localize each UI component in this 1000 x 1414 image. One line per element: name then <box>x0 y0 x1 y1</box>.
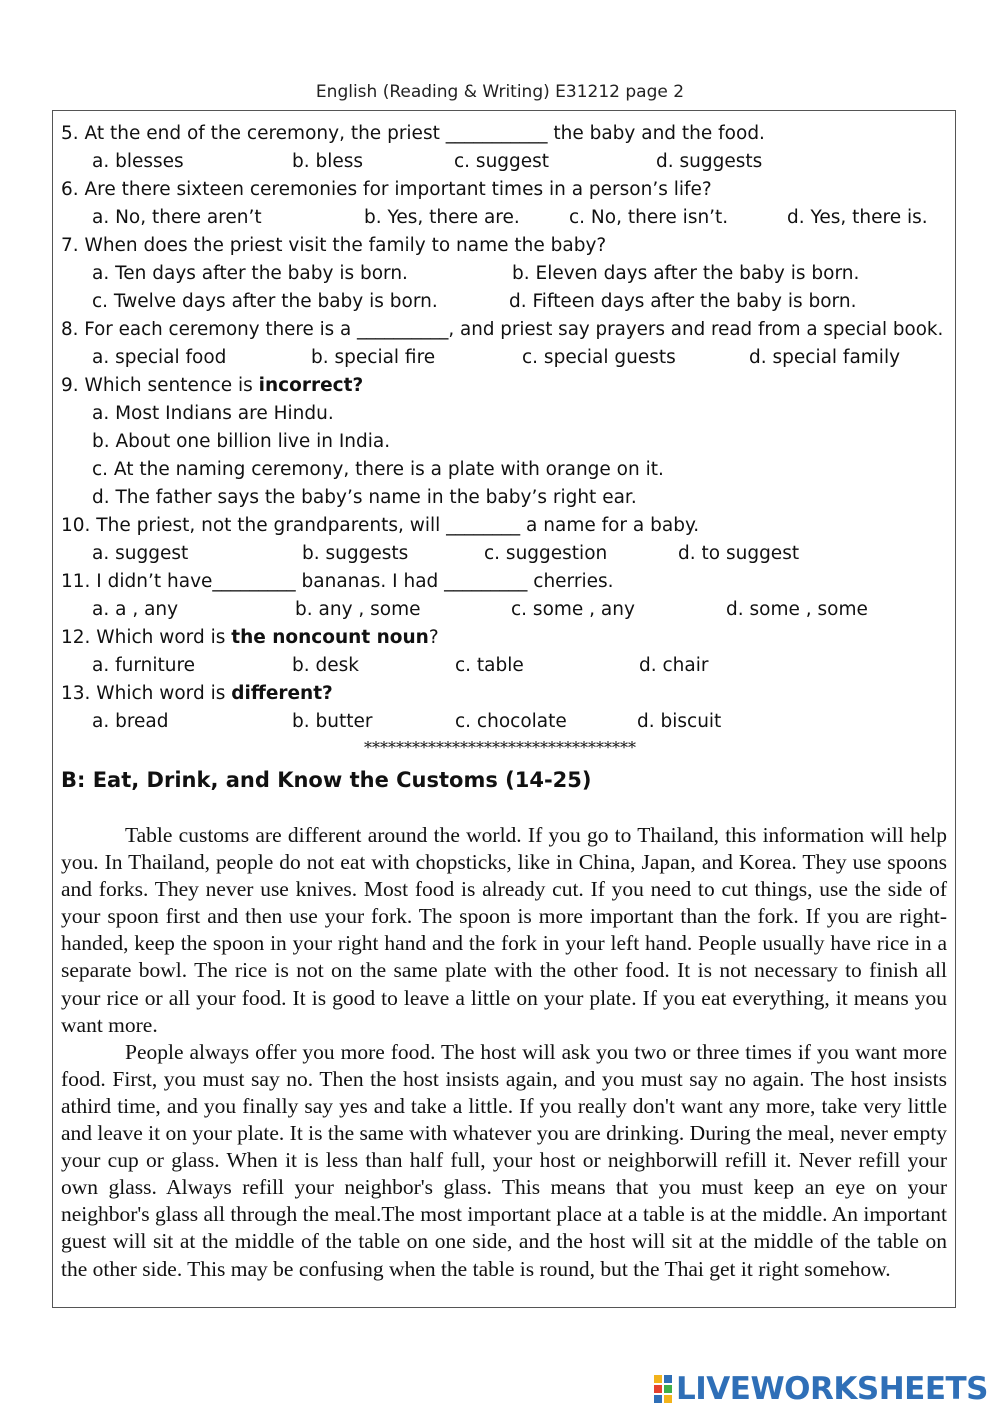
page-header: English (Reading & Writing) E31212 page 2 <box>315 82 685 102</box>
q13-option-d[interactable]: d. biscuit <box>637 711 722 732</box>
logo-blocks-icon <box>654 1375 672 1403</box>
q5-option-b[interactable]: b. bless <box>292 151 364 172</box>
q7-option-c[interactable]: c. Twelve days after the baby is born. <box>92 291 438 312</box>
question-8: 8. For each ceremony there is a __________, and priest say prayers and read from a special book. <box>61 319 944 340</box>
q12-option-c[interactable]: c. table <box>455 655 524 676</box>
passage-paragraph-1: Table customs are different around the world. If you go to Thailand, this information will help you. In Thailand, people do not eat with chopsticks, like in China, Japan, and Korea. They use spoons and forks. They never use knives. Most food is already cut. If you need to cut things, use the side of your spoon first and then use your fork. The spoon is more important than the fork. If you are right-handed, keep the spoon in your right hand and the fork in your left hand. People usually have rice in a separate bowl. The rice is not on the same plate with the other food. It is not necessary to finish all your rice or all your food. It is good to leave a little on your plate. If you eat everything, it means you want more. <box>61 823 947 1037</box>
question-10: 10. The priest, not the grandparents, will ________ a name for a baby. <box>61 515 700 536</box>
q12-option-d[interactable]: d. chair <box>639 655 709 676</box>
q6-option-a[interactable]: a. No, there aren’t <box>92 207 262 228</box>
q12-text: 12. Which word is <box>61 627 232 648</box>
q13-option-a[interactable]: a. bread <box>92 711 169 732</box>
section-separator: ********************************** <box>364 738 636 757</box>
logo-text: LIVEWORKSHEETS <box>676 1371 988 1407</box>
reading-passage <box>61 822 947 1283</box>
question-9 <box>61 375 363 397</box>
q13-text: 13. Which word is <box>61 683 232 704</box>
question-13 <box>61 683 333 705</box>
q6-option-b[interactable]: b. Yes, there are. <box>364 207 520 228</box>
q6-option-d[interactable]: d. Yes, there is. <box>787 207 928 228</box>
question-11: 11. I didn’t have_________ bananas. I had _________ cherries. <box>61 571 614 592</box>
q12-option-a[interactable]: a. furniture <box>92 655 196 676</box>
passage-paragraph-2: People always offer you more food. The host will ask you two or three times if you want more food. First, you must say no. Then the host insists again, and you must say no again. The host insists athird time, and you finally say yes and take a little. If you really don't want any more, take very little and leave it on your plate. It is the same with whatever you are drinking. During the meal, never empty your cup or glass. When it is less than half full, your host or neighborwill refill it. Never refill your own glass. Always refill your neighbor's glass. This means that you must keep an eye on your neighbor's glass all through the meal.The most important place at a table is at the middle. An important guest will sit at the middle of the table on one side, and the host will sit at the middle of the table on the other side. This may be confusing when the table is round, but the Thai get it right somehow. <box>61 1039 948 1281</box>
q7-option-b[interactable]: b. Eleven days after the baby is born. <box>512 263 860 284</box>
q10-option-d[interactable]: d. to suggest <box>678 543 800 564</box>
q10-option-c[interactable]: c. suggestion <box>484 543 608 564</box>
q12-option-b[interactable]: b. desk <box>292 655 359 676</box>
q10-option-a[interactable]: a. suggest <box>92 543 189 564</box>
question-12 <box>61 627 439 649</box>
q12-text-end: ? <box>428 627 439 648</box>
q13-emphasis: different? <box>231 683 333 704</box>
q5-option-c[interactable]: c. suggest <box>454 151 550 172</box>
q5-option-d[interactable]: d. suggests <box>656 151 763 172</box>
q9-text: 9. Which sentence is <box>61 375 259 396</box>
q11-option-b[interactable]: b. any , some <box>295 599 421 620</box>
question-7: 7. When does the priest visit the family to name the baby? <box>61 235 607 256</box>
q11-option-a[interactable]: a. a , any <box>92 599 179 620</box>
q8-option-d[interactable]: d. special family <box>749 347 901 368</box>
q9-option-c[interactable]: c. At the naming ceremony, there is a plate with orange on it. <box>92 459 664 480</box>
q9-option-d[interactable]: d. The father says the baby’s name in the baby’s right ear. <box>92 487 637 508</box>
q9-option-a[interactable]: a. Most Indians are Hindu. <box>92 403 334 424</box>
q8-option-c[interactable]: c. special guests <box>522 347 676 368</box>
q12-emphasis: the noncount noun <box>231 627 429 648</box>
q6-option-c[interactable]: c. No, there isn’t. <box>569 207 729 228</box>
section-b-title: B: Eat, Drink, and Know the Customs (14-25) <box>61 768 592 792</box>
q9-emphasis: incorrect? <box>258 375 364 396</box>
q7-option-d[interactable]: d. Fifteen days after the baby is born. <box>509 291 857 312</box>
question-6: 6. Are there sixteen ceremonies for important times in a person’s life? <box>61 179 712 200</box>
liveworksheets-logo[interactable] <box>654 1372 988 1406</box>
q11-option-d[interactable]: d. some , some <box>726 599 868 620</box>
q13-option-c[interactable]: c. chocolate <box>455 711 567 732</box>
q13-option-b[interactable]: b. butter <box>292 711 373 732</box>
q9-option-b[interactable]: b. About one billion live in India. <box>92 431 391 452</box>
q8-option-a[interactable]: a. special food <box>92 347 227 368</box>
q7-option-a[interactable]: a. Ten days after the baby is born. <box>92 263 408 284</box>
q8-option-b[interactable]: b. special fire <box>311 347 436 368</box>
q11-option-c[interactable]: c. some , any <box>511 599 635 620</box>
q10-option-b[interactable]: b. suggests <box>302 543 409 564</box>
question-5: 5. At the end of the ceremony, the priest ___________ the baby and the food. <box>61 123 765 144</box>
q5-option-a[interactable]: a. blesses <box>92 151 184 172</box>
